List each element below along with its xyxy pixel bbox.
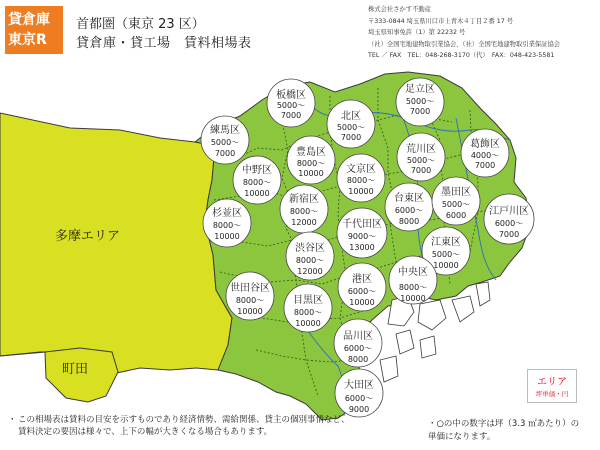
ward-range-high: 7000 — [280, 111, 302, 120]
ward-bubble-setagaya[interactable] — [226, 272, 274, 320]
ward-range-high: 12000 — [291, 218, 317, 227]
ward-name: 千代田区 — [342, 219, 382, 230]
ward-range-low: 5000～ — [276, 101, 306, 110]
ward-name: 中野区 — [242, 165, 272, 176]
ward-bubble-kita[interactable] — [327, 100, 375, 148]
ward-range-high: 7000 — [340, 133, 362, 142]
ward-range-low: 8000～ — [293, 308, 323, 317]
ward-range-low: 6000～ — [347, 287, 377, 296]
ward-name: 港区 — [352, 274, 372, 285]
ward-bubble-taito[interactable] — [385, 183, 433, 231]
unit-note — [428, 418, 598, 444]
ward-range-high: 10000 — [214, 232, 240, 241]
ward-range-low: 5000～ — [405, 97, 435, 106]
ward-name: 板橋区 — [276, 90, 306, 101]
ward-range-low: 5000～ — [336, 123, 366, 132]
disclaimer-text-1: この相場表は賃料の目安を示すものであり経済情勢、需給関係、貸主の個別事情など、 — [18, 415, 350, 425]
ward-range-high: 9000 — [348, 405, 370, 414]
ward-name: 目黒区 — [293, 295, 323, 306]
page-title: 首都圏（東京 23 区） — [76, 17, 205, 32]
ward-name: 杉並区 — [212, 208, 242, 219]
ward-bubble-edogawa[interactable] — [484, 194, 534, 244]
ward-name: 豊島区 — [296, 147, 326, 158]
ward-name: 大田区 — [344, 380, 374, 391]
logo-line-1: 貸倉庫 — [8, 12, 50, 28]
legend-unit: 坪単価・円 — [535, 390, 569, 398]
ward-range-high: 10000 — [298, 169, 324, 178]
ward-range-low: 4000～ — [470, 151, 500, 160]
ward-name: 中央区 — [398, 267, 428, 278]
ward-range-low: 8000～ — [289, 207, 319, 216]
disclaimer-line-1 — [8, 414, 412, 426]
ward-range-high: 7000 — [409, 107, 431, 116]
ward-range-high: 10000 — [433, 261, 459, 270]
ward-range-low: 9000～ — [347, 232, 377, 241]
ward-bubble-bunkyo[interactable] — [337, 154, 385, 202]
disclaimer-note — [8, 414, 412, 438]
ward-range-low: 6000～ — [343, 344, 373, 353]
legend-title: エリア — [537, 377, 567, 388]
ward-range-low: 8000～ — [235, 296, 265, 305]
ward-range-low: 8000～ — [295, 256, 325, 265]
disclaimer-line-2 — [8, 426, 412, 438]
ward-bubble-minato[interactable] — [338, 263, 386, 311]
ward-bubble-shinagawa[interactable] — [334, 319, 382, 367]
ward-bubble-meguro[interactable] — [284, 284, 332, 332]
ward-name: 品川区 — [343, 331, 373, 342]
ward-range-high: 10000 — [400, 294, 426, 303]
ward-name: 葛飾区 — [470, 139, 500, 150]
ward-range-low: 8000～ — [242, 178, 272, 187]
ward-bubble-itabashi[interactable] — [267, 79, 315, 127]
ward-range-high: 13000 — [349, 243, 375, 252]
ward-range-high: 7000 — [474, 161, 496, 170]
ward-name: 世田谷区 — [230, 283, 270, 294]
unit-note-line-2: 単価になります。 — [428, 432, 496, 442]
ward-name: 渋谷区 — [295, 243, 325, 254]
ward-range-low: 6000～ — [394, 206, 424, 215]
ward-name: 江東区 — [431, 237, 461, 248]
ward-range-high: 10000 — [348, 187, 374, 196]
ward-bubble-chuo[interactable] — [389, 256, 437, 304]
ward-bubble-shinjuku[interactable] — [280, 185, 328, 233]
ward-name: 台東区 — [394, 193, 424, 204]
company-associations: （社）全国宅地建物取引業協会、（社）全国宅地建物取引業保証協会 — [368, 40, 561, 48]
ward-bubble-chiyoda[interactable] — [337, 208, 387, 258]
ward-range-high: 10000 — [244, 189, 270, 198]
ward-range-high: 8000 — [398, 217, 420, 226]
ward-name: 江戸川区 — [489, 206, 529, 217]
ward-range-high: 12000 — [297, 267, 323, 276]
ward-range-high: 10000 — [295, 319, 321, 328]
ward-name: 北区 — [341, 111, 361, 122]
ward-range-high: 10000 — [237, 307, 263, 316]
logo-line-2: 東京R — [8, 32, 47, 48]
tama-area-shape — [0, 113, 232, 380]
ward-range-low: 5000～ — [210, 138, 240, 147]
ward-bubble-sumida[interactable] — [432, 177, 480, 225]
ward-bubble-nakano[interactable] — [233, 156, 281, 204]
bullet-icon: ・ — [8, 415, 17, 425]
ward-range-high: 8000 — [347, 355, 369, 364]
ward-name: 新宿区 — [289, 194, 319, 205]
ward-bubble-ota[interactable] — [335, 369, 383, 417]
ward-range-low: 8000～ — [212, 221, 242, 230]
ward-range-high: 7000 — [214, 149, 236, 158]
ward-bubble-katsushika[interactable] — [461, 129, 509, 177]
ward-bubble-suginami[interactable] — [203, 199, 251, 247]
ward-range-low: 6000～ — [494, 219, 524, 228]
ward-range-low: 8000～ — [296, 159, 326, 168]
company-name: 株式会社さかす不動産 — [368, 6, 431, 13]
ward-bubble-adachi[interactable] — [396, 78, 444, 126]
ward-range-high: 10000 — [349, 298, 375, 307]
ward-range-low: 5000～ — [431, 250, 461, 259]
ward-range-low: 8000～ — [346, 176, 376, 185]
ward-name: 荒川区 — [406, 144, 436, 155]
ward-bubble-arakawa[interactable] — [397, 133, 445, 181]
page-subtitle: 貸倉庫・貸工場 賃料相場表 — [76, 36, 252, 51]
ward-range-high: 6000 — [445, 211, 467, 220]
ward-range-low: 5000～ — [441, 200, 471, 209]
ward-range-low: 8000～ — [398, 283, 428, 292]
legend-box — [527, 369, 577, 403]
ward-bubble-nerima[interactable] — [201, 116, 249, 164]
ward-name: 練馬区 — [210, 125, 240, 136]
disclaimer-text-2: 賃料決定の要因は様々で、上下の幅が大きくなる場合もあります。 — [18, 427, 273, 437]
ward-name: 足立区 — [405, 84, 435, 95]
unit-note-line-1: ・○の中の数字は坪（3.3 ㎡あたり）の — [428, 419, 580, 429]
company-contact: TEL ／ FAX TEL：048-268-3170（代） FAX：048-423-5581 — [368, 52, 555, 60]
company-license: 埼玉県知事免許（1）第 22232 号 — [368, 29, 466, 37]
ward-name: 墨田区 — [441, 187, 471, 198]
ward-range-high: 7000 — [410, 166, 432, 175]
ward-range-low: 6000～ — [344, 394, 374, 403]
ward-bubble-toshima[interactable] — [287, 136, 335, 184]
company-address: 〒333-0844 埼玉県川口市上青木４丁目２番 17 号 — [368, 17, 514, 25]
ward-bubble-shibuya[interactable] — [286, 232, 334, 280]
ward-range-low: 5000～ — [406, 156, 436, 165]
tama-area-label: 多摩エリア — [55, 229, 121, 244]
ward-range-high: 7000 — [498, 230, 520, 239]
ward-name: 文京区 — [346, 164, 376, 175]
machida-area-label: 町田 — [62, 362, 89, 377]
